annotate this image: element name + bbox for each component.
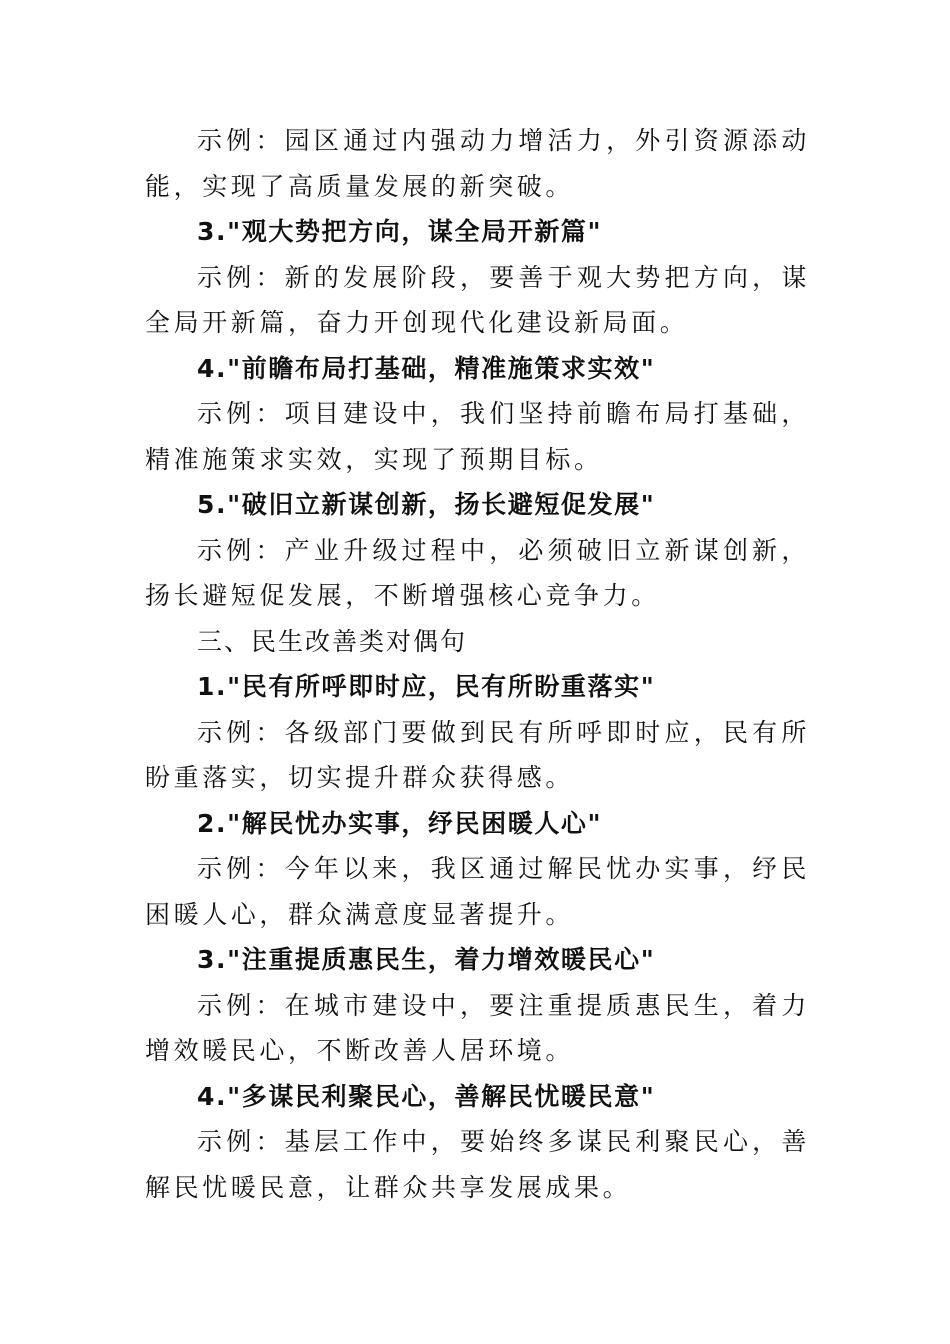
phrase-heading: 4."前瞻布局打基础，精准施策求实效" <box>197 353 656 383</box>
example-paragraph: 示例：产业升级过程中，必须破旧立新谋创新，扬长避短促发展，不断增强核心竞争力。 <box>145 535 810 610</box>
example-paragraph: 示例：园区通过内强动力增活力，外引资源添动能，实现了高质量发展的新突破。 <box>145 126 810 201</box>
phrase-heading: 3."观大势把方向，谋全局开新篇" <box>197 217 603 246</box>
phrase-heading: 1."民有所呼即时应，民有所盼重落实" <box>197 672 656 701</box>
phrase-heading: 4."多谋民利聚民心，善解民忧暖民意" <box>197 1081 656 1111</box>
example-paragraph: 示例：在城市建设中，要注重提质惠民生，着力增效暖民心，不断改善人居环境。 <box>145 990 810 1065</box>
example-paragraph: 示例：基层工作中，要始终多谋民利聚民心，善解民忧暖民意，让群众共享发展成果。 <box>145 1127 810 1202</box>
phrase-heading: 3."注重提质惠民生，着力增效暖民心" <box>197 945 656 974</box>
example-paragraph: 示例：各级部门要做到民有所呼即时应，民有所盼重落实，切实提升群众获得感。 <box>145 717 810 792</box>
example-paragraph: 示例：新的发展阶段，要善于观大势把方向，谋全局开新篇，奋力开创现代化建设新局面。 <box>145 262 810 337</box>
document-body <box>145 118 810 1210</box>
example-paragraph: 示例：今年以来，我区通过解民忧办实事，纾民困暖人心，群众满意度显著提升。 <box>145 854 810 929</box>
example-paragraph: 示例：项目建设中，我们坚持前瞻布局打基础，精准施策求实效，实现了预期目标。 <box>145 399 810 474</box>
section-heading: 三、民生改善类对偶句 <box>197 626 468 656</box>
phrase-heading: 2."解民忧办实事，纾民困暖人心" <box>197 808 603 838</box>
phrase-heading: 5."破旧立新谋创新，扬长避短促发展" <box>197 490 656 519</box>
